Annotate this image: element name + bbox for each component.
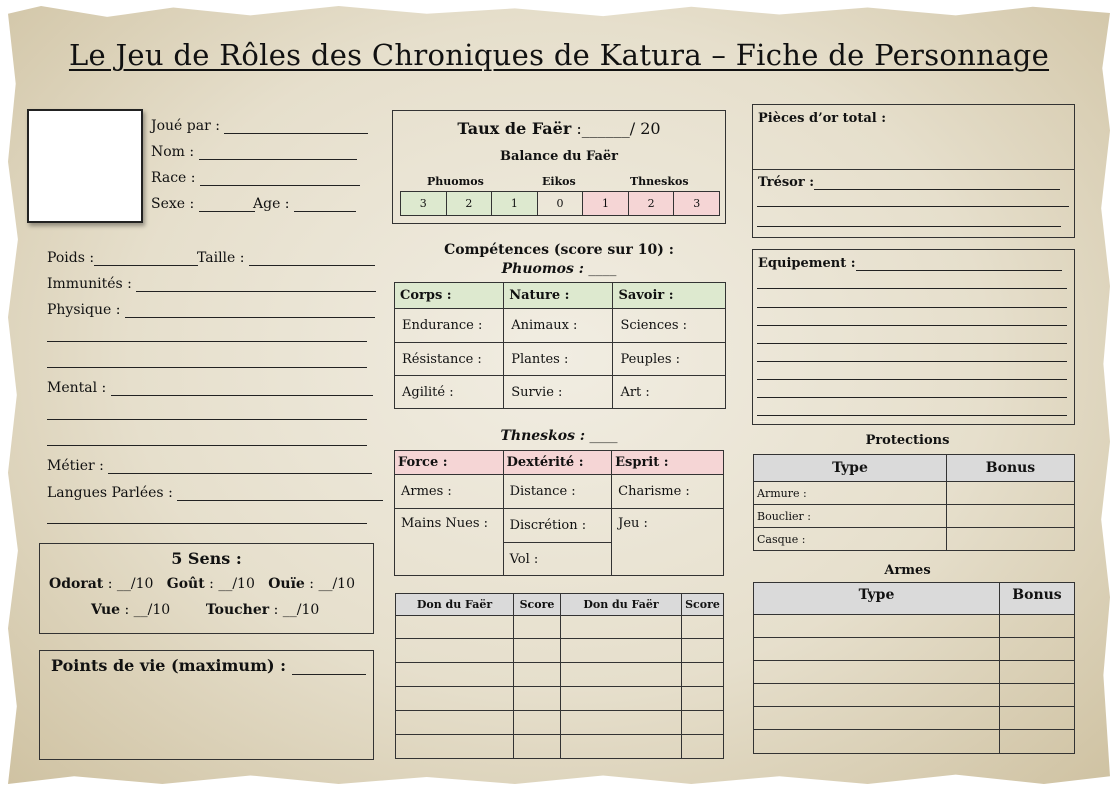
gift-score-cell[interactable] (682, 711, 724, 735)
gold-label: Pièces d’or total : (758, 111, 887, 126)
weapon-type-cell[interactable] (754, 707, 1000, 730)
weight-label: Poids : (47, 250, 95, 266)
protections-type-header: Type (754, 455, 947, 482)
mental-label: Mental : (47, 380, 107, 396)
hearing-label: Ouïe (268, 576, 305, 592)
mental-line-2[interactable] (47, 419, 367, 420)
skill-game[interactable]: Jeu : (612, 509, 724, 576)
age-label: Age : (253, 196, 290, 212)
gift-header-2: Don du Faër (561, 594, 682, 616)
job-label: Métier : (47, 458, 104, 474)
physical-line-3[interactable] (47, 367, 367, 368)
languages-label: Langues Parlées : (47, 485, 173, 501)
phuomos-skill-blank: ____ (588, 261, 617, 277)
equipment-line[interactable] (757, 397, 1067, 398)
protection-shield[interactable]: Bouclier : (754, 505, 947, 528)
senses-row-1 (49, 576, 355, 592)
skill-charisma[interactable]: Charisme : (612, 475, 724, 509)
taste-field[interactable]: : __/10 (209, 576, 255, 592)
weapon-type-cell[interactable] (754, 730, 1000, 754)
played-by-field[interactable] (151, 118, 368, 134)
equipment-box (752, 249, 1075, 425)
equipment-line[interactable] (757, 307, 1067, 308)
senses-box (39, 543, 374, 634)
skill-sciences[interactable]: Sciences : (613, 309, 726, 343)
protection-shield-bonus[interactable] (947, 505, 1075, 528)
health-box[interactable] (39, 650, 374, 760)
balance-cell-phuomos-2[interactable]: 2 (446, 192, 492, 216)
equipment-line[interactable] (757, 288, 1067, 289)
treasure-line-2[interactable] (757, 206, 1069, 207)
gift-cell[interactable] (561, 735, 682, 759)
protections-table (753, 454, 1075, 551)
gift-score-cell[interactable] (514, 616, 561, 639)
skill-animals[interactable]: Animaux : (504, 309, 613, 343)
gift-cell[interactable] (561, 711, 682, 735)
equipment-line[interactable] (757, 379, 1067, 380)
sex-field[interactable] (151, 196, 255, 212)
thneskos-skill-blank: ____ (589, 428, 618, 444)
name-label: Nom : (151, 144, 195, 160)
age-field[interactable] (253, 196, 356, 212)
health-field (51, 656, 366, 675)
gold-treasure-box (752, 104, 1075, 238)
skill-header-body: Corps : (395, 283, 504, 309)
name-field[interactable] (151, 144, 357, 160)
weapons-table (753, 582, 1075, 754)
skill-resistance[interactable]: Résistance : (395, 343, 504, 376)
faer-rate-field[interactable] (393, 119, 725, 138)
protection-armor-bonus[interactable] (947, 482, 1075, 505)
phuomos-skills-table (394, 282, 726, 409)
balance-cell-phuomos-3[interactable]: 3 (401, 192, 447, 216)
faer-gifts-table (395, 593, 724, 759)
treasure-field[interactable] (758, 175, 1060, 190)
balance-cell-eikos-0[interactable]: 0 (537, 192, 583, 216)
gift-cell[interactable] (561, 687, 682, 711)
faer-phuomos-label: Phuomos (427, 175, 484, 188)
phuomos-skill-field[interactable] (392, 261, 726, 277)
gift-cell[interactable] (396, 735, 514, 759)
gift-cell[interactable] (561, 663, 682, 687)
treasure-label: Trésor : (758, 175, 815, 190)
skill-bare-hands[interactable]: Mains Nues : (395, 509, 504, 576)
score-header-2: Score (682, 594, 724, 616)
gold-separator (753, 169, 1074, 170)
physical-label: Physique : (47, 302, 121, 318)
mental-field[interactable] (47, 380, 373, 396)
gift-score-cell[interactable] (514, 735, 561, 759)
gift-score-cell[interactable] (682, 616, 724, 639)
height-label: Taille : (197, 250, 245, 266)
gift-score-cell[interactable] (682, 639, 724, 663)
skill-weapons[interactable]: Armes : (395, 475, 504, 509)
race-field[interactable] (151, 170, 360, 186)
balance-cell-thneskos-1[interactable]: 1 (583, 192, 629, 216)
thneskos-skill-field[interactable] (392, 428, 726, 444)
physical-field[interactable] (47, 302, 375, 318)
skill-header-nature: Nature : (504, 283, 613, 309)
faer-balance-title: Balance du Faër (499, 149, 619, 164)
weapon-bonus-cell[interactable] (1000, 638, 1075, 661)
gift-score-cell[interactable] (682, 687, 724, 711)
thneskos-skills-table (394, 450, 724, 576)
balance-cell-thneskos-3[interactable]: 3 (674, 192, 720, 216)
gift-cell[interactable] (396, 616, 514, 639)
faer-box (392, 110, 726, 224)
weapons-bonus-header: Bonus (1000, 583, 1075, 615)
skill-peoples[interactable]: Peuples : (613, 343, 726, 376)
skill-flight[interactable]: Vol : (503, 543, 612, 576)
weapon-type-cell[interactable] (754, 615, 1000, 638)
taste-label: Goût (166, 576, 205, 592)
protection-helmet-bonus[interactable] (947, 528, 1075, 551)
weapon-bonus-cell[interactable] (1000, 615, 1075, 638)
senses-row-2 (91, 602, 319, 618)
protection-armor[interactable]: Armure : (754, 482, 947, 505)
skills-title: Compétences (score sur 10) : (444, 242, 674, 258)
skill-header-strength: Force : (395, 451, 504, 475)
faer-thneskos-label: Thneskos (630, 175, 689, 188)
protection-helmet[interactable]: Casque : (754, 528, 947, 551)
treasure-line-3[interactable] (757, 226, 1061, 227)
weight-field[interactable] (47, 250, 198, 266)
played-by-label: Joué par : (151, 118, 220, 134)
weapon-bonus-cell[interactable] (1000, 707, 1075, 730)
gift-cell[interactable] (396, 711, 514, 735)
weapon-type-cell[interactable] (754, 661, 1000, 684)
equipment-line[interactable] (757, 343, 1067, 344)
languages-field[interactable] (47, 485, 383, 501)
immunities-label: Immunités : (47, 276, 132, 292)
equipment-field[interactable] (758, 256, 1062, 271)
gift-cell[interactable] (396, 639, 514, 663)
portrait-frame[interactable] (27, 109, 143, 223)
gift-score-cell[interactable] (682, 663, 724, 687)
equipment-label: Equipement : (758, 256, 856, 271)
gift-score-cell[interactable] (514, 663, 561, 687)
touch-label: Toucher (205, 602, 270, 618)
health-label: Points de vie (maximum) : (51, 656, 287, 675)
weapon-bonus-cell[interactable] (1000, 661, 1075, 684)
sight-field[interactable]: : __/10 (124, 602, 171, 618)
protections-bonus-header: Bonus (947, 455, 1075, 482)
gift-cell[interactable] (396, 687, 514, 711)
thneskos-skill-label: Thneskos : (500, 428, 586, 444)
weapons-title: Armes (884, 563, 931, 578)
protections-title: Protections (865, 433, 950, 448)
weapon-type-cell[interactable] (754, 684, 1000, 707)
smell-field[interactable]: : __/10 (107, 576, 154, 592)
physical-line-2[interactable] (47, 341, 367, 342)
score-header-1: Score (514, 594, 561, 616)
gift-cell[interactable] (561, 639, 682, 663)
weapons-type-header: Type (754, 583, 1000, 615)
smell-label: Odorat (49, 576, 104, 592)
phuomos-skill-label: Phuomos : (501, 261, 584, 277)
sex-label: Sexe : (151, 196, 195, 212)
faer-eikos-label: Eikos (542, 175, 576, 188)
gift-cell[interactable] (561, 616, 682, 639)
balance-cell-phuomos-1[interactable]: 1 (492, 192, 538, 216)
sight-label: Vue (91, 602, 121, 618)
skill-agility[interactable]: Agilité : (395, 376, 504, 409)
weapon-bonus-cell[interactable] (1000, 684, 1075, 707)
faer-rate-label: Taux de Faër (457, 119, 572, 138)
touch-field[interactable]: : __/10 (273, 602, 320, 618)
equipment-line[interactable] (757, 361, 1067, 362)
faer-rate-suffix: :______/ 20 (576, 119, 661, 138)
hearing-field[interactable]: : __/10 (309, 576, 355, 592)
faer-balance-scale (400, 191, 720, 216)
senses-title: 5 Sens : (171, 549, 242, 568)
skill-header-dexterity: Dextérité : (503, 451, 612, 475)
balance-cell-thneskos-2[interactable]: 2 (628, 192, 674, 216)
weapon-type-cell[interactable] (754, 638, 1000, 661)
languages-line-2[interactable] (47, 523, 367, 524)
skill-distance[interactable]: Distance : (503, 475, 612, 509)
gift-score-cell[interactable] (514, 711, 561, 735)
mental-line-3[interactable] (47, 445, 367, 446)
gift-score-cell[interactable] (514, 687, 561, 711)
job-field[interactable] (47, 458, 372, 474)
gift-cell[interactable] (396, 663, 514, 687)
gift-header-1: Don du Faër (396, 594, 514, 616)
skill-plants[interactable]: Plantes : (504, 343, 613, 376)
skill-art[interactable]: Art : (613, 376, 726, 409)
equipment-line[interactable] (757, 415, 1067, 416)
skill-endurance[interactable]: Endurance : (395, 309, 504, 343)
skill-survival[interactable]: Survie : (504, 376, 613, 409)
skill-stealth[interactable]: Discrétion : (503, 509, 612, 543)
height-field[interactable] (197, 250, 375, 266)
skill-header-knowledge: Savoir : (613, 283, 726, 309)
page-title: Le Jeu de Rôles des Chroniques de Katura – Fiche de Personnage (68, 38, 1050, 72)
race-label: Race : (151, 170, 196, 186)
gift-score-cell[interactable] (682, 735, 724, 759)
gift-score-cell[interactable] (514, 639, 561, 663)
equipment-line[interactable] (757, 325, 1067, 326)
immunities-field[interactable] (47, 276, 376, 292)
weapon-bonus-cell[interactable] (1000, 730, 1075, 754)
skill-header-mind: Esprit : (612, 451, 724, 475)
